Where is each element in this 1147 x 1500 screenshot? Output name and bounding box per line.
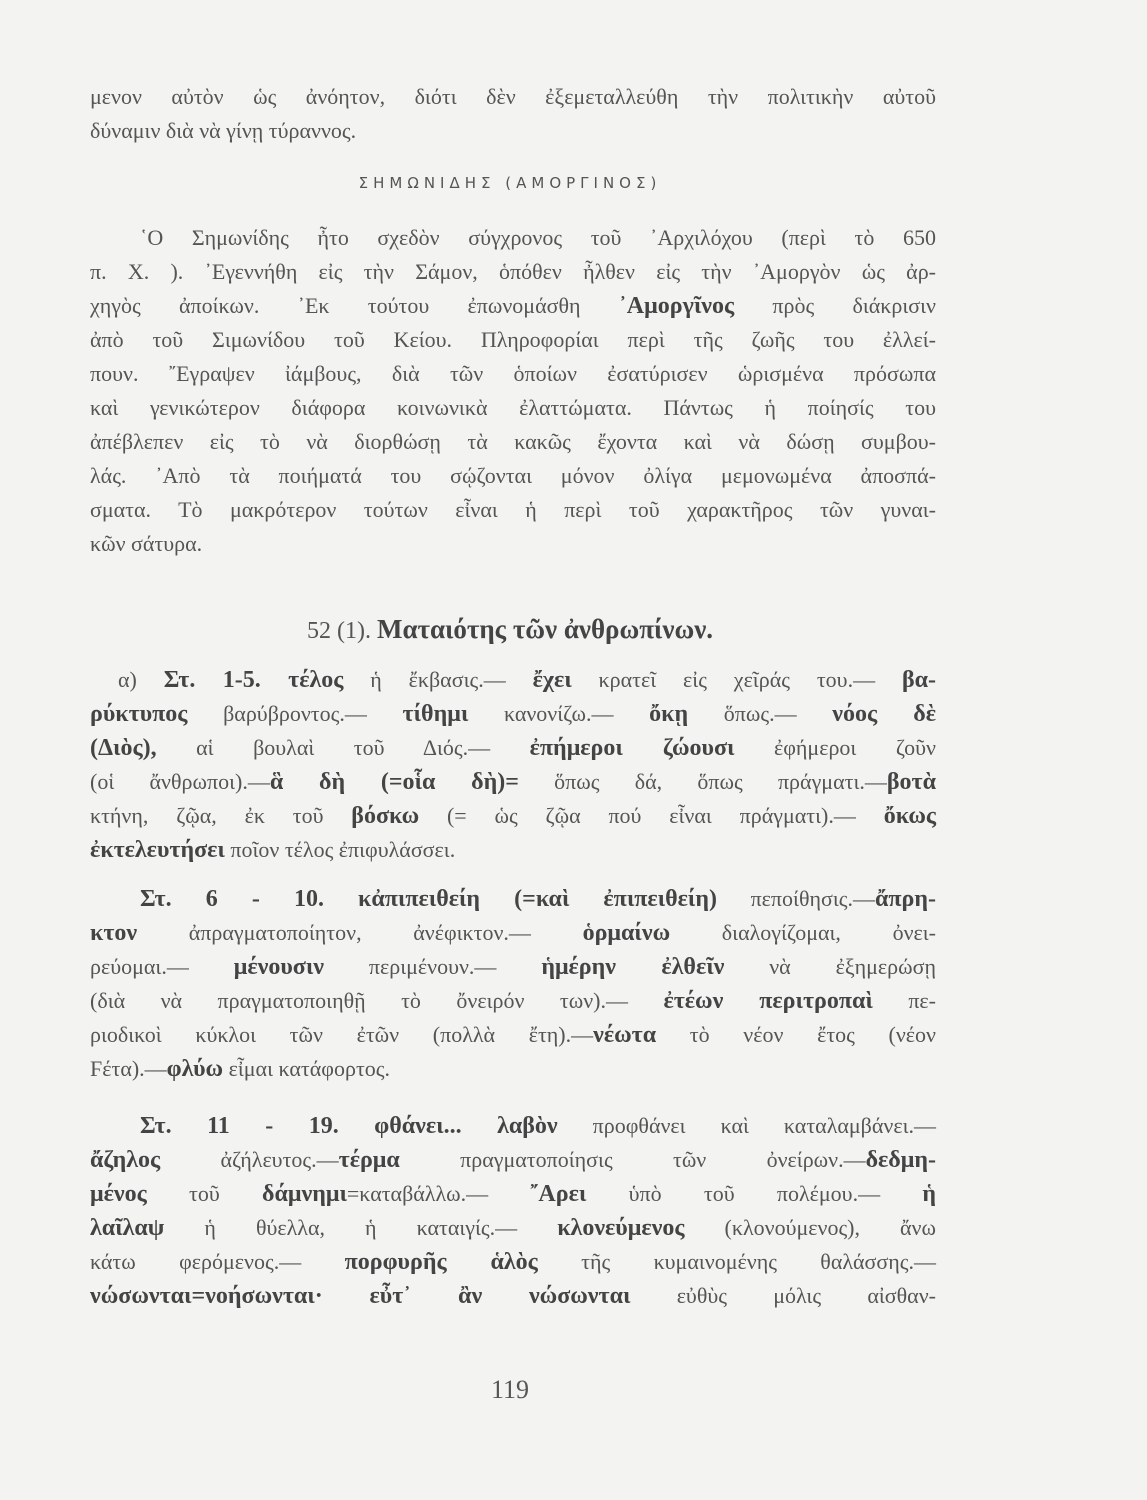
text-line: [90, 731, 936, 765]
lemma-term: ἄπρη-: [874, 886, 936, 912]
text-segment: (οἱ ἄνθρωποι).—: [90, 769, 270, 794]
text-line: [90, 984, 936, 1018]
text-line: [90, 357, 936, 391]
text-line: [90, 765, 936, 799]
lemma-term: ἐκτελευτήσει: [90, 837, 225, 863]
text-segment: κτήνη, ζῷα, ἐκ τοῦ: [90, 803, 352, 828]
lemma-term: ἄζηλος: [90, 1147, 161, 1173]
lemma-term: Στ. 1-5. τέλος: [163, 667, 344, 693]
lemma-term: ρύκτυπος: [90, 701, 188, 727]
text-segment: τὸ νέον ἔτος (νέον: [656, 1022, 936, 1047]
text-segment: πραγματοποίησις τῶν ὀνείρων.—: [399, 1147, 866, 1172]
text-segment: εὐθὺς μόλις αἰσθαν-: [630, 1283, 936, 1308]
text-segment: περιμένουν.—: [324, 954, 542, 979]
text-line: [90, 663, 936, 697]
text-segment: προφθάνει καὶ καταλαμβάνει.—: [557, 1113, 937, 1138]
lemma-term: δεδμη-: [865, 1147, 936, 1173]
lemma-term: βα-: [901, 667, 936, 693]
lemma-term: ἐτέων περιτροπαὶ: [663, 988, 873, 1014]
text-segment: α): [118, 667, 164, 692]
text-line: [90, 950, 936, 984]
text-line: [90, 323, 936, 357]
text-segment: σματα. Τὸ μακρότερον τούτων εἶναι ἡ περὶ τοῦ χαρακτῆρος τῶν γυναι-: [90, 497, 936, 522]
section-heading: ΣΗΜΩΝΙΔΗΣ (ΑΜΟΡΓΙΝΟΣ): [358, 174, 662, 192]
lemma-term: ἡμέρην ἐλθεῖν: [541, 954, 725, 980]
text-line: [90, 1279, 936, 1313]
text-line: [90, 882, 936, 916]
text-line: [90, 1177, 936, 1211]
text-segment: εἶμαι κατάφορτος.: [223, 1056, 391, 1081]
text-line: [90, 493, 936, 527]
lemma-term: δάμνημι: [262, 1181, 347, 1207]
lemma-term: μένουσιν: [233, 954, 324, 980]
text-segment: πρὸς διάκρισιν: [734, 293, 936, 318]
lemma-term: λαῖλαψ: [90, 1215, 165, 1241]
page-number: 119: [490, 1375, 530, 1404]
text-segment: (διὰ νὰ πραγματοποιηθῇ τὸ ὄνειρόν των).—: [90, 988, 664, 1013]
text-segment: νὰ ἐξημερώσῃ: [724, 954, 936, 979]
poem-title-text: Ματαιότης τῶν ἀνθρωπίνων.: [376, 614, 714, 644]
text-segment: αἱ βουλαὶ τοῦ Διός.—: [156, 735, 530, 760]
notes-verses-6-10: [90, 882, 936, 1086]
text-line: [90, 221, 936, 255]
lemma-term: τίθημι: [402, 701, 469, 727]
text-segment: κῶν σάτυρα.: [90, 531, 203, 556]
text-line: [90, 459, 936, 493]
lemma-term: ἔχει: [532, 667, 572, 693]
lemma-term: Στ. 11 - 19. φθάνει... λαβὸν: [140, 1113, 558, 1139]
text-segment: ἐφήμεροι ζοῦν: [734, 735, 936, 760]
text-segment: καὶ γενικώτερον διάφορα κοινωνικὰ ἐλαττώματα. Πάντως ἡ ποίησίς του: [90, 395, 936, 420]
text-segment: π. Χ. ). ᾿Εγεννήθη εἰς τὴν Σάμον, ὁπόθεν ἦλθεν εἰς τὴν ᾿Αμοργὸν ὡς ἀρ-: [90, 259, 936, 284]
text-line: [90, 1052, 936, 1086]
text-line: [90, 833, 936, 867]
text-line: [90, 527, 936, 561]
text-segment: κρατεῖ εἰς χεῖράς του.—: [571, 667, 902, 692]
lemma-term: ᾿Αμοργῖνος: [618, 293, 735, 319]
text-segment: χηγὸς ἀποίκων. ᾿Εκ τούτου ἐπωνομάσθη: [90, 293, 619, 318]
text-segment: ρεύομαι.—: [90, 954, 234, 979]
lemma-term: κτον: [90, 920, 138, 946]
lemma-term: ῎Αρει: [530, 1181, 587, 1207]
text-segment: (= ὡς ζῷα πού εἶναι πράγματι).—: [419, 803, 884, 828]
text-segment: ὑπὸ τοῦ πολέμου.—: [586, 1181, 923, 1206]
lemma-term: ἐπήμεροι ζώουσι: [529, 735, 735, 761]
text-line: [90, 425, 936, 459]
text-line: [90, 255, 936, 289]
text-segment: τῆς κυμαινομένης θαλάσσης.—: [537, 1249, 936, 1274]
text-segment: διαλογίζομαι, ὀνει-: [670, 920, 936, 945]
text-segment: Ϝέτα).—: [90, 1056, 167, 1081]
text-line: [90, 114, 936, 148]
lemma-term: ἡ: [922, 1181, 936, 1207]
lemma-term: ὁρμαίνω: [582, 920, 671, 946]
lemma-term: νόος δὲ: [832, 701, 937, 727]
lemma-term: Στ. 6 - 10. κἀπιπειθείη (=καὶ ἐπιπειθείη): [140, 886, 717, 912]
text-segment: ἡ ἔκβασις.—: [343, 667, 533, 692]
text-line: [90, 1018, 936, 1052]
lemma-term: νώσωνται=νοήσωνται· εὖτ᾿ ἂν νώσωνται: [90, 1283, 631, 1309]
paragraph-biography: [90, 221, 936, 561]
text-line: [90, 697, 936, 731]
text-segment: πουν. ῎Εγραψεν ἰάμβους, διὰ τῶν ὁποίων ἐσατύρισεν ὡρισμένα πρόσωπα: [90, 361, 936, 386]
text-segment: πεποίθησις.—: [716, 886, 875, 911]
lemma-term: κλονεύμενος: [557, 1215, 685, 1241]
text-segment: λάς. ᾿Απὸ τὰ ποιήματά του σῴζονται μόνον ὀλίγα μεμονωμένα ἀποσπά-: [90, 463, 936, 488]
text-segment: ῾Ο Σημωνίδης ἦτο σχεδὸν σύγχρονος τοῦ ᾿Αρχιλόχου (περὶ τὸ 650: [140, 225, 936, 250]
text-segment: μενον αὐτὸν ὡς ἀνόητον, διότι δὲν ἐξεμεταλλεύθη τὴν πολιτικὴν αὐτοῦ: [90, 84, 936, 109]
lemma-term: (Διὸς),: [90, 735, 157, 761]
text-segment: πε-: [872, 988, 936, 1013]
lemma-term: ὄκως: [883, 803, 936, 829]
poem-title: [0, 614, 1020, 645]
text-line: [90, 916, 936, 950]
notes-verses-11-19: [90, 1109, 936, 1313]
paragraph-continuation: [90, 80, 936, 148]
poem-number: 52 (1).: [306, 618, 377, 644]
text-segment: ἡ θύελλα, ἡ καταιγίς.—: [164, 1215, 558, 1240]
lemma-term: τέρμα: [338, 1147, 400, 1173]
text-segment: κάτω φερόμενος.—: [90, 1249, 345, 1274]
text-segment: ἀπέβλεπεν εἰς τὸ νὰ διορθώσῃ τὰ κακῶς ἔχοντα καὶ νὰ δώσῃ συμβου-: [90, 429, 936, 454]
lemma-term: μένος: [90, 1181, 147, 1207]
text-line: [90, 799, 936, 833]
text-segment: ἀπραγματοποίητον, ἀνέφικτον.—: [137, 920, 583, 945]
notes-verses-1-5: [90, 663, 936, 867]
text-segment: ἀζήλευτος.—: [160, 1147, 339, 1172]
text-line: [90, 1245, 936, 1279]
text-segment: ὅπως δά, ὅπως πράγματι.—: [518, 769, 887, 794]
text-segment: κανονίζω.—: [468, 701, 650, 726]
text-segment: (κλονούμενος), ἄνω: [684, 1215, 936, 1240]
text-line: [90, 1109, 936, 1143]
lemma-term: βόσκω: [351, 803, 420, 829]
text-segment: ριοδικοὶ κύκλοι τῶν ἐτῶν (πολλὰ ἔτη).—: [90, 1022, 594, 1047]
lemma-term: βοτὰ: [886, 769, 936, 795]
text-segment: δύναμιν διὰ νὰ γίνῃ τύραννος.: [90, 118, 357, 143]
lemma-term: φλύω: [166, 1056, 224, 1082]
text-line: [90, 80, 936, 114]
text-segment: βαρύβροντος.—: [187, 701, 403, 726]
text-line: [90, 1211, 936, 1245]
text-line: [90, 391, 936, 425]
text-segment: ὅπως.—: [688, 701, 833, 726]
text-line: [90, 1143, 936, 1177]
text-segment: =καταβάλλω.—: [346, 1181, 531, 1206]
text-segment: τοῦ: [146, 1181, 263, 1206]
text-line: [90, 289, 936, 323]
text-segment: ποῖον τέλος ἐπιφυλάσσει.: [224, 837, 456, 862]
lemma-term: ἃ δὴ (=οἷα δὴ)=: [269, 769, 519, 795]
lemma-term: νέωτα: [593, 1022, 657, 1048]
text-segment: ἀπὸ τοῦ Σιμωνίδου τοῦ Κείου. Πληροφορίαι περὶ τῆς ζωῆς του ἐλλεί-: [90, 327, 936, 352]
lemma-term: ὄκῃ: [649, 701, 689, 727]
lemma-term: πορφυρῆς ἁλὸς: [344, 1249, 538, 1275]
